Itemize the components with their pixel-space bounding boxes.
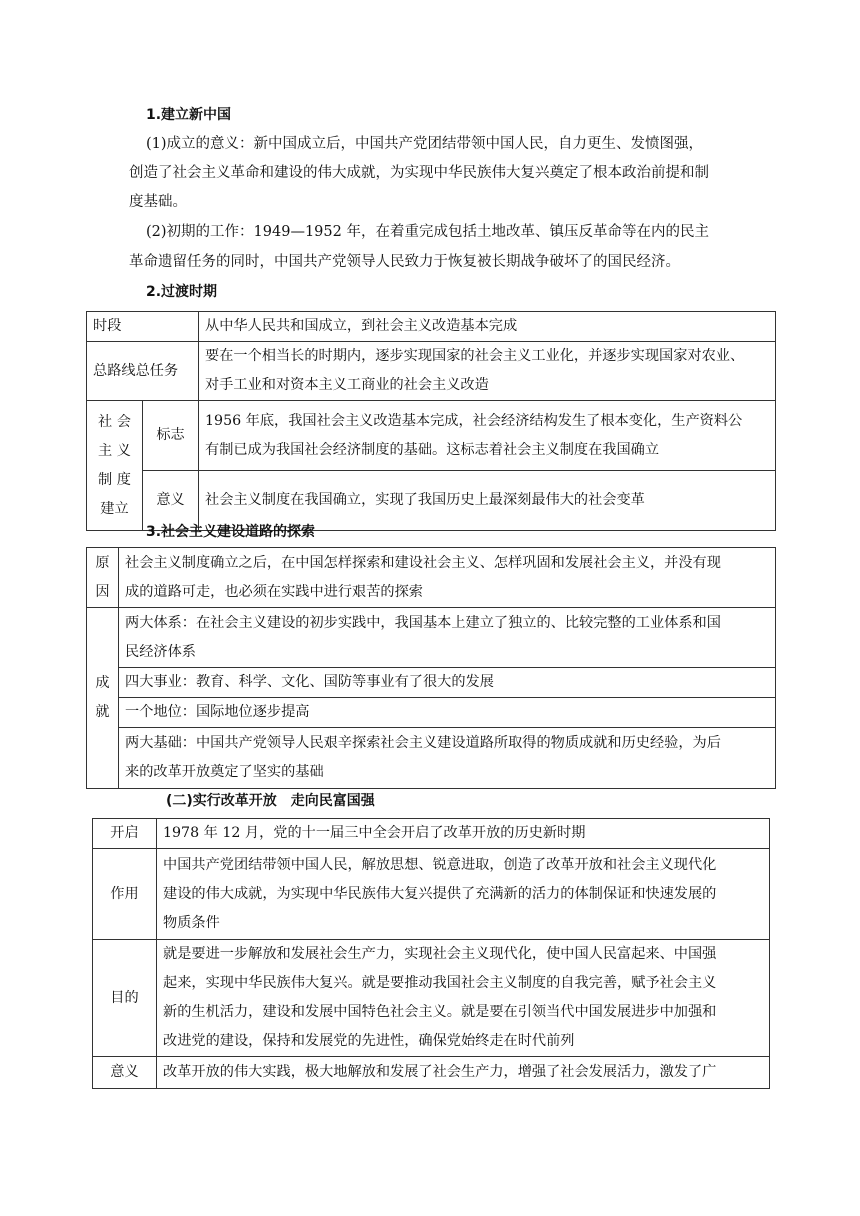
exploration-table [86,547,776,789]
row-label: 意义 [143,471,199,531]
row-label: 作用 [93,849,157,940]
paragraph-line: 革命遗留任务的同时，中国共产党领导人民致力于恢复被长期战争破坏了的国民经济。 [129,254,680,270]
row-content: 1956 年底，我国社会主义改造基本完成，社会经济结构发生了根本变化，生产资料公 有制已成为我国社会经济制度的基础。这标志着社会主义制度在我国确立 [199,401,776,471]
row-label: 标志 [143,401,199,471]
table-row [87,728,776,789]
row-content: 要在一个相当长的时期内，逐步实现国家的社会主义工业化，并逐步实现国家对农业、 对手工业和对资本主义工商业的社会主义改造 [199,342,776,401]
table-row [87,668,776,698]
row-content: 从中华人民共和国成立，到社会主义改造基本完成 [199,312,776,342]
paragraph-line: 度基础。 [129,194,187,210]
row-content: 1978 年 12 月，党的十一届三中全会开启了改革开放的历史新时期 [157,819,770,849]
table-row [93,940,770,1057]
row-content: 中国共产党团结带领中国人民，解放思想、锐意进取，创造了改革开放和社会主义现代化 建设的伟大成就，为实现中华民族伟大复兴提供了充满新的活力的体制保证和快速发展的 物质条件 [157,849,770,940]
table-row [87,401,776,471]
row-content: 一个地位：国际地位逐步提高 [119,698,776,728]
reform-table [92,818,770,1089]
table-row [93,849,770,940]
row-label: 成 就 [87,608,119,789]
paragraph-line: (1)成立的意义：新中国成立后，中国共产党团结带领中国人民，自力更生、发愤图强， [146,136,704,152]
row-label: 时段 [87,312,199,342]
row-label: 总路线总任务 [87,342,199,401]
table-row [87,548,776,608]
row-label: 意义 [93,1057,157,1089]
row-content: 四大事业：教育、科学、文化、国防等事业有了很大的发展 [119,668,776,698]
row-content: 社会主义制度在我国确立，实现了我国历史上最深刻最伟大的社会变革 [199,471,776,531]
section-heading-transition: 2.过渡时期 [146,284,218,300]
row-label: 开启 [93,819,157,849]
row-content: 两大基础：中国共产党领导人民艰辛探索社会主义建设道路所取得的物质成就和历史经验，为后 来的改革开放奠定了坚实的基础 [119,728,776,789]
table-row [93,819,770,849]
table-row [87,312,776,342]
paragraph-line: (2)初期的工作：1949—1952 年，在着重完成包括土地改革、镇压反革命等在内的民主 [146,224,709,240]
table-row [93,1057,770,1089]
paragraph-line: 创造了社会主义革命和建设的伟大成就，为实现中华民族伟大复兴奠定了根本政治前提和制 [129,165,709,181]
row-content: 就是要进一步解放和发展社会生产力，实现社会主义现代化，使中国人民富起来、中国强 起来，实现中华民族伟大复兴。就是要推动我国社会主义制度的自我完善，赋予社会主义 新的生机活力，建设和发展中国特色社会主义。就是要在引领当代中国发展进步中加强和 改进党的建设，保持和发展党的先进性，确保党始终走在时代前列 [157,940,770,1057]
row-label: 原 因 [87,548,119,608]
group-label: 社 会 主 义 制 度 建立 [87,401,143,531]
transition-table [86,311,776,531]
section-heading-exploration: 3.社会主义建设道路的探索 [146,524,316,540]
table-row [87,608,776,668]
row-content: 两大体系：在社会主义建设的初步实践中，我国基本上建立了独立的、比较完整的工业体系和国 民经济体系 [119,608,776,668]
table-row [87,342,776,401]
row-content: 改革开放的伟大实践，极大地解放和发展了社会生产力，增强了社会发展活力，激发了广 [157,1057,770,1089]
row-content: 社会主义制度确立之后，在中国怎样探索和建设社会主义、怎样巩固和发展社会主义，并没有现 成的道路可走，也必须在实践中进行艰苦的探索 [119,548,776,608]
table-row [87,698,776,728]
row-label: 目的 [93,940,157,1057]
section-heading-reform: (二)实行改革开放 走向民富国强 [166,793,375,809]
section-heading-founding: 1.建立新中国 [146,107,232,123]
